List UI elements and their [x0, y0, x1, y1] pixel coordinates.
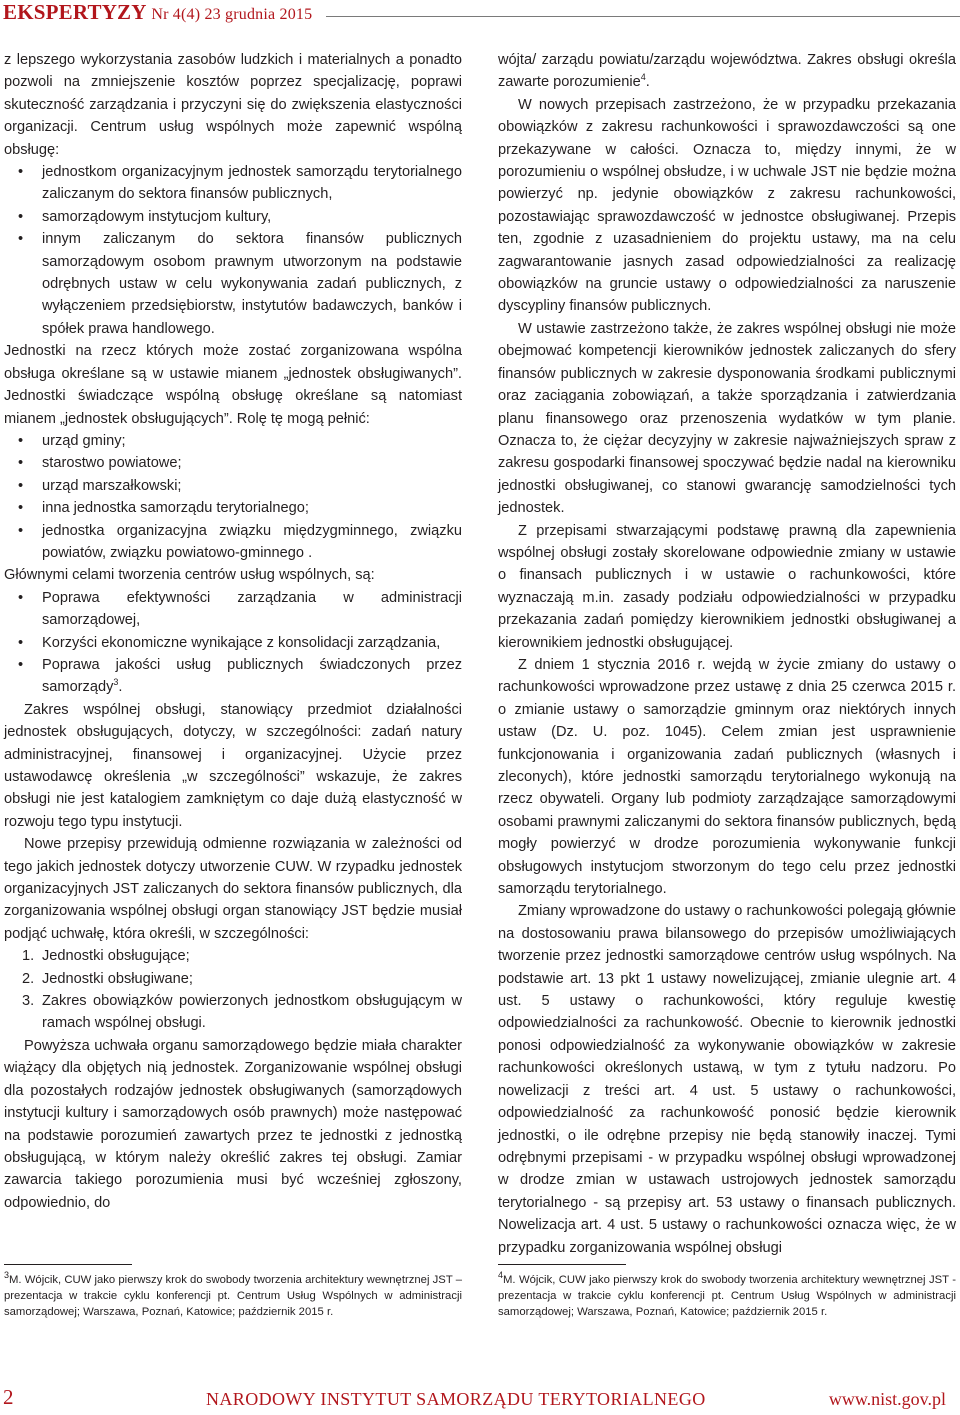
goals-list: [4, 587, 462, 699]
paragraph-text: wójta/ zarządu powiatu/zarządu województwa. Zakres obsługi określa zawarte porozumienie: [498, 52, 956, 91]
paragraph: Zakres wspólnej obsługi, stanowiący przedmiot działalności jednostek obsługujących, dotyczy, w szczególności: zadań natury administracyjnej, finansowej i organizacyjnej. Użycie przez ustawodawcę określenia „w szczególności” wskazuje, że zakres obsługi nie jest katalogiem zamkniętym co daje dużą elastyczność w rozwoju tego typu instytucji.: [4, 701, 462, 830]
paragraph: W ustawie zastrzeżono także, że zakres wspólnej obsługi nie może obejmować kompetencji kierowników jednostek zaliczanych do sfery finansów publicznych w zakresie dysponowania środkami publicznymi oraz zaciągania zobowiązań, a także sporządzania i zatwierdzania planu finansowego oraz przenoszenia wydatków w tym planie. Oznacza to, że ciężar decyzyjny w zakresie najważniejszych spraw z zakresu gospodarki finansowej spoczywać będzie nadal na kierowniku jednostki obsługiwanej, co stanowi gwarancję samodzielności tych jednostek.: [498, 320, 956, 517]
paragraph: Powyższa uchwała organu samorządowego będzie miała charakter wiążący dla objętych nią jednostek. Zorganizowanie wspólnej obsługi dla pozostałych rodzajów jednostek obsługiwanych (samorządowych instytucji kultury i samorządowych osób prawnych) może następować na podstawie porozumień zawartych przez te jednostki z jednostką obsługującą, w którym należy określić zakres tej obsługi. Zamiar zawarcia takiego porozumienia musi być wcześniej zgłoszony, odpowiednio, do: [4, 1037, 462, 1211]
list-item-end: .: [118, 679, 123, 696]
providers-list: [4, 430, 462, 564]
footnote-text: M. Wójcik, CUW jako pierwszy krok do swobody tworzenia architektury wewnętrznej JST - prezentacja w trakcie cyklu konferencji pt. Centrum Usług Wspólnych w administracji samorządowej; Warszawa, Poznań, Katowice; październik 2015 r.: [498, 1274, 956, 1319]
list-item: • urząd gminy;: [4, 430, 462, 452]
paragraph: [498, 49, 956, 94]
list-item-text: Poprawa jakości usług publicznych świadczonych przez samorządy: [42, 656, 462, 696]
resolution-list: [4, 945, 462, 1035]
footnote-ref: 4: [640, 72, 646, 83]
publication-title: [3, 0, 312, 25]
list-number: 3.: [22, 993, 35, 1010]
page-footer: [0, 1385, 960, 1415]
list-item: [4, 990, 462, 1035]
right-column: [498, 49, 956, 1259]
footnote-number: 4: [498, 1270, 504, 1281]
paragraph: Z dniem 1 stycznia 2016 r. wejdą w życie zmiany do ustawy o rachunkowości wprowadzone przez ustawę z dnia 25 czerwca 2015 r. o zmianie ustawy o samorządzie gminnym oraz niektórych innych ustaw (Dz. U. poz. 1045). Celem zmian jest usprawnienie funkcjonowania i organizowania zadań publicznych (własnych i zleconych), które jednostki samorządu terytorialnego wykonują na rzecz obywateli. Organy lub podmioty zarządzające samorządowymi osobami prawnymi zaliczanymi do sektora finansów publicznych, będą mogły powierzyć w drodze porozumienia wykonywanie funkcji obsługowych instytucjom stworzonym do tego celu przez jednostki samorządu terytorialnego.: [498, 656, 956, 898]
organization-name: NARODOWY INSTYTUT SAMORZĄDU TERYTORIALNEGO: [206, 1389, 706, 1409]
list-item: • innym zaliczanym do sektora finansów publicznych samorządowym osobom prawnym utworzonym na podstawie odrębnych ustaw w celu wykonywania zadań publicznych, z wyłączeniem przedsiębiorstw, instytutów badawczych, banków i spółek prawa handlowego.: [4, 228, 462, 340]
footnote-rule: [498, 1264, 626, 1265]
list-item: • Poprawa efektywności zarządzania w administracji samorządowej,: [4, 587, 462, 632]
list-item: • Korzyści ekonomiczne wynikające z konsolidacji zarządzania,: [4, 632, 462, 654]
footnote-ref: 3: [113, 677, 119, 688]
paragraph: Z przepisami stwarzającymi podstawę prawną dla zapewnienia wspólnej obsługi zostały skorelowane odpowiednie zmiany w ustawie o finansach publicznych i w ustawie o rachunkowości, które wyznaczają m.in. zasady podziału odpowiedzialności w przypadku przekazania zadań pomiędzy kierownikiem jednostki obsługiwanej a kierownikiem jednostki obsługującej.: [498, 522, 956, 651]
page-header: [0, 0, 960, 34]
footnote-text: M. Wójcik, CUW jako pierwszy krok do swobody tworzenia architektury wewnętrznej JST – prezentacja w trakcie cyklu konferencji pt. Centrum Usług Wspólnych w administracji samorządowej; Warszawa, Poznań, Katowice; październik 2015 r.: [4, 1274, 462, 1319]
list-item: • starostwo powiatowe;: [4, 452, 462, 474]
list-number: 1.: [22, 948, 35, 965]
list-number: 2.: [22, 970, 35, 987]
list-item: [4, 654, 462, 699]
header-rule: [326, 16, 960, 17]
paragraph: W nowych przepisach zastrzeżono, że w przypadku przekazania obowiązków z zakresu rachunkowości i sprawozdawczości są one przekazywane w całości. Oznacza to, między innymi, że w porozumieniu o wspólnej obsłudze, i w uchwale JST nie będzie można powierzyć np. jedynie obowiązków z zakresu rachunkowości, pozostawiając sprawozdawczość w jednostce obsługiwanej. Przepis ten, zgodnie z uzasadnieniem do projektu ustawy, ma na celu zagwarantowanie jasnych zasad odpowiedzialności za realizację obowiązków na gruncie ustawy o odpowiedzialności za naruszenie dyscypliny finansów publicznych.: [498, 96, 956, 315]
website-link[interactable]: www.nist.gov.pl: [828, 1389, 946, 1409]
issue-info: Nr 4(4) 23 grudnia 2015: [151, 6, 313, 23]
paragraph: Głównymi celami tworzenia centrów usług wspólnych, są:: [4, 567, 375, 584]
list-item: • jednostka organizacyjna związku międzygminnego, związku powiatów, związku powiatowo-gminnego .: [4, 520, 462, 565]
footnote-3: [4, 1272, 462, 1321]
series-name: EKSPERTYZY: [3, 0, 146, 24]
list-item-text: Zakres obowiązków powierzonych jednostkom obsługującym w ramach wspólnej obsługi.: [42, 993, 462, 1032]
list-item: • jednostkom organizacyjnym jednostek samorządu terytorialnego zaliczanym do sektora finansów publicznych,: [4, 161, 462, 206]
list-item: [4, 968, 462, 990]
paragraph-end: .: [645, 74, 650, 91]
left-column: [4, 49, 462, 1214]
recipients-list: [4, 161, 462, 340]
list-item: • inna jednostka samorządu terytorialnego;: [4, 497, 462, 519]
list-item-text: Jednostki obsługujące;: [42, 948, 190, 965]
footnote-rule: [4, 1264, 132, 1265]
list-item: [4, 945, 462, 967]
paragraph: z lepszego wykorzystania zasobów ludzkich i materialnych a ponadto pozwoli na zmniejszenie kosztów poprzez specjalizację, poprawi skuteczność zarządzania i przyczyni się do zwiększenia elastyczności organizacji. Centrum usług wspólnych może zapewnić wspólną obsługę:: [4, 52, 462, 158]
footnote-number: 3: [4, 1270, 10, 1281]
page-number: 2: [3, 1385, 14, 1409]
list-item-text: Jednostki obsługiwane;: [42, 970, 193, 987]
paragraph: Zmiany wprowadzone do ustawy o rachunkowości polegają głównie na dostosowaniu prawa bilansowego do przepisów umożliwiających tworzenie przez jednostki samorządowe centrów usług wspólnych. Na podstawie art. 13 pkt 1 ustawy nowelizującej, zmianie ulegnie art. 4 ust. 5 ustawy o rachunkowości, który reguluje kwestię odpowiedzialności za rachunkowość. Obecnie to kierownik jednostki ponosi odpowiedzialność za wykonywanie obowiązków w zakresie rachunkowości określonych ustawą, w tym z tytułu nadzoru. Po nowelizacji z treści art. 4 ust. 5 ustawy o rachunkowości, odpowiedzialność za rachunkowość ponosić będzie kierownik jednostki, o ile odrębne przepisy nie będą stanowiły inaczej. Tymi odrębnymi przepisami - w przypadku wspólnej obsługi wprowadzonej w drodze zmian w ustawach ustrojowych jednostek samorządu terytorialnego - są przepisy art. 53 ustawy o finansach publicznych. Nowelizacja art. 4 ust. 5 ustawy o rachunkowości oznacza więc, że w przypadku zorganizowania wspólnej obsługi: [498, 903, 956, 1256]
list-item: • samorządowym instytucjom kultury,: [4, 206, 462, 228]
paragraph: Nowe przepisy przewidują odmienne rozwiązania w zależności od tego jakich jednostek dotyczy utworzenie CUW. W rzypadku jednostek organizacyjnych JST zaliczanych do sektora finansów publicznych, dla zorganizowania wspólnej obsługi organ stanowiący JST będzie musiał podjąć uchwałę, która określi, w szczególności:: [4, 836, 462, 942]
paragraph: Jednostki na rzecz których może zostać zorganizowana wspólna obsługa określane są w ustawie mianem „jednostek obsługiwanych”. Jednostki świadczące wspólną obsługę określane są natomiast mianem „jednostek obsługujących”. Rolę tę mogą pełnić:: [4, 343, 462, 427]
list-item: • urząd marszałkowski;: [4, 475, 462, 497]
footnote-4: [498, 1272, 956, 1321]
